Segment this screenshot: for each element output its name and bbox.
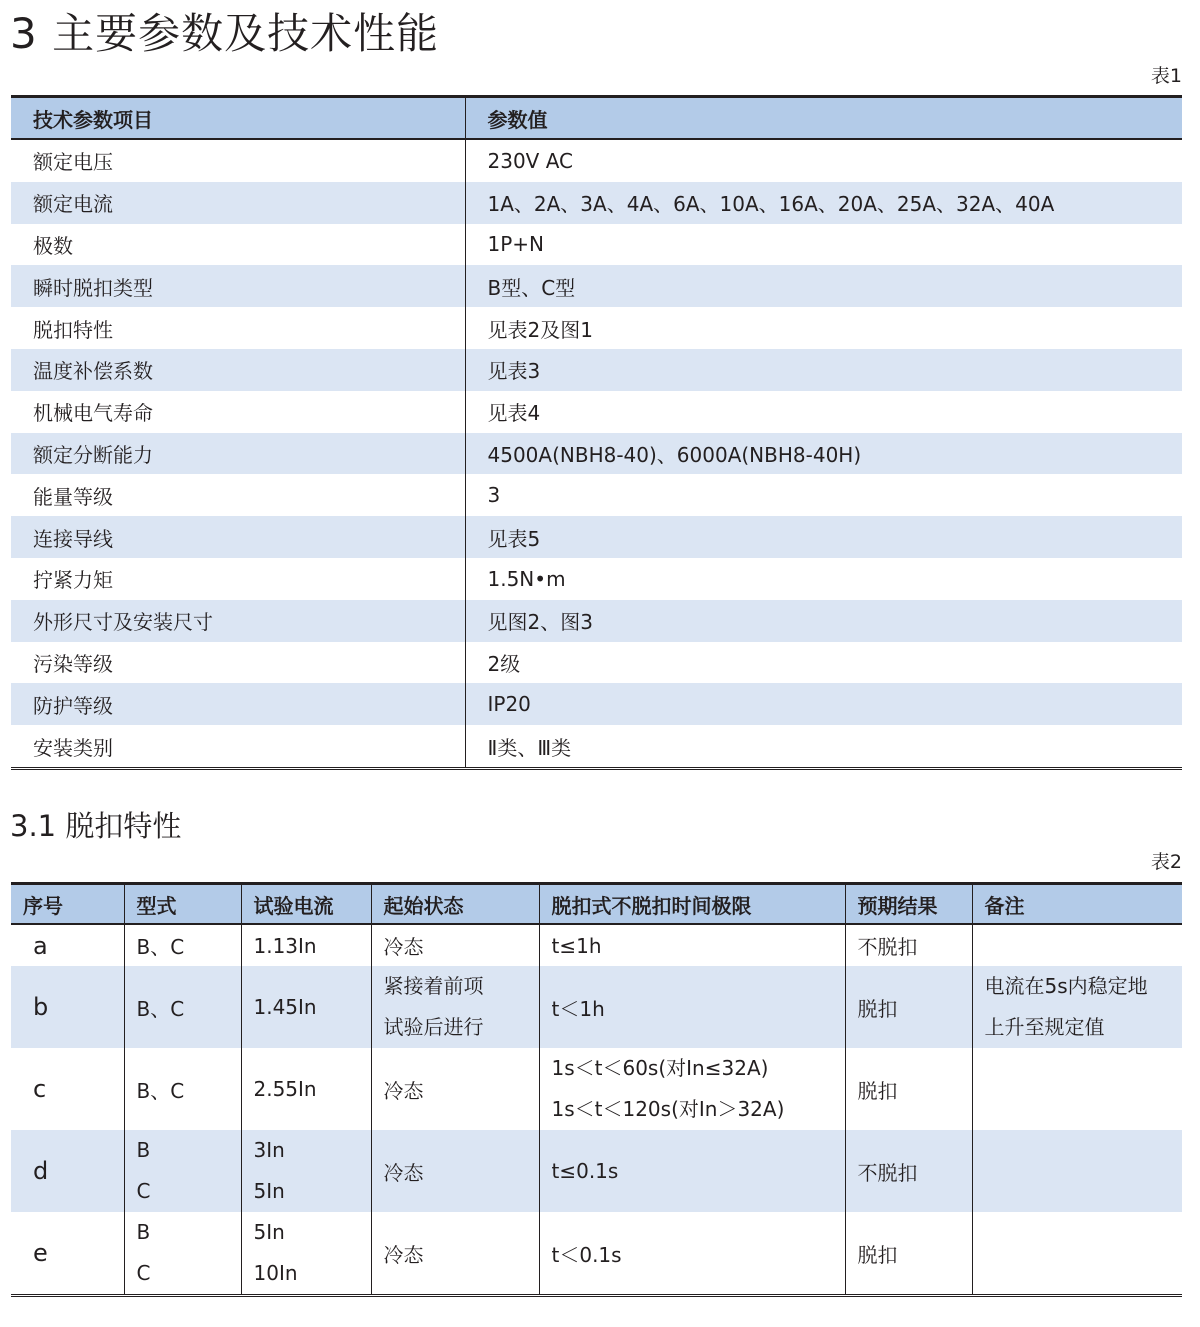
cell-line: 紧接着前项 xyxy=(383,974,484,998)
cell-no: c xyxy=(11,1048,124,1130)
cell-line: 10In xyxy=(253,1261,298,1285)
cell-line: 上升至规定值 xyxy=(984,1015,1105,1039)
table-header xyxy=(11,884,1182,925)
parameter-value: 1A、2A、3A、4A、6A、10A、16A、20A、25A、32A、40A xyxy=(465,182,1182,224)
cell-type xyxy=(124,1212,241,1296)
cell-type xyxy=(124,1130,241,1212)
column-header: 预期结果 xyxy=(845,884,972,925)
table-row xyxy=(11,307,1182,349)
table-row xyxy=(11,182,1182,224)
parameter-name: 额定电压 xyxy=(11,139,465,182)
cell-no: d xyxy=(11,1130,124,1212)
cell-current: 1.13In xyxy=(241,924,371,966)
cell-state: 冷态 xyxy=(371,1130,539,1212)
column-header: 试验电流 xyxy=(241,884,371,925)
cell-no: b xyxy=(11,966,124,1048)
cell-line: 3In xyxy=(253,1138,285,1162)
column-header: 脱扣式不脱扣时间极限 xyxy=(539,884,845,925)
parameter-value: Ⅱ类、Ⅲ类 xyxy=(487,735,572,760)
parameter-name: 极数 xyxy=(11,224,465,266)
cell-line: C xyxy=(136,1179,151,1203)
table-row xyxy=(11,924,1182,966)
cell-result: 不脱扣 xyxy=(845,1130,972,1212)
cell-line: 5In xyxy=(253,1179,285,1203)
parameter-value: 1P+N xyxy=(487,232,545,257)
page-title: 3 主要参数及技术性能 xyxy=(10,9,440,58)
parameter-name: 安装类别 xyxy=(11,725,465,768)
column-header: 序号 xyxy=(11,884,124,925)
cell-state: 冷态 xyxy=(371,924,539,966)
parameter-value: 见表2及图1 xyxy=(487,317,593,342)
column-header: 参数值 xyxy=(465,97,1182,140)
parameter-value: 230V AC xyxy=(487,148,574,173)
table-row xyxy=(11,224,1182,266)
cell-result: 脱扣 xyxy=(845,966,972,1048)
cell-line: 1s＜t＜60s(对In≤32A) xyxy=(551,1056,769,1080)
parameter-value: 见图2、图3 xyxy=(465,600,1182,642)
table-row xyxy=(11,433,1182,475)
cell-note xyxy=(972,1048,1182,1130)
cell-result: 脱扣 xyxy=(845,1212,972,1296)
parameters-table xyxy=(11,95,1182,770)
cell-no: e xyxy=(11,1212,124,1296)
cell-note xyxy=(972,1212,1182,1296)
parameter-name: 拧紧力矩 xyxy=(11,558,465,600)
cell-no: a xyxy=(11,924,124,966)
cell-time: t＜0.1s xyxy=(539,1212,845,1296)
cell-result: 不脱扣 xyxy=(845,924,972,966)
cell-type: B、C xyxy=(124,966,241,1048)
cell-line: 5In xyxy=(253,1220,285,1244)
cell-line: 试验后进行 xyxy=(383,1015,484,1039)
cell-state: 冷态 xyxy=(371,1212,539,1296)
parameter-value: 4500A(NBH8-40)、6000A(NBH8-40H) xyxy=(465,433,1182,475)
parameter-name: 额定电流 xyxy=(11,182,465,224)
parameter-name: 瞬时脱扣类型 xyxy=(11,265,465,307)
table-row xyxy=(11,265,1182,307)
parameter-value: IP20 xyxy=(465,683,1182,725)
subsection-title: 3.1 脱扣特性 xyxy=(10,809,182,843)
parameter-name: 污染等级 xyxy=(11,642,465,684)
table-row xyxy=(11,349,1182,391)
column-header: 起始状态 xyxy=(371,884,539,925)
table-row xyxy=(11,516,1182,558)
table-row xyxy=(11,1212,1182,1296)
parameter-value: 见表3 xyxy=(465,349,1182,391)
parameter-value: B型、C型 xyxy=(465,265,1182,307)
trip-table-body xyxy=(11,924,1182,1296)
column-header: 备注 xyxy=(972,884,1182,925)
cell-time: t≤1h xyxy=(539,924,845,966)
cell-line: C xyxy=(136,1261,151,1285)
parameter-name: 脱扣特性 xyxy=(11,307,465,349)
table1-label: 表1 xyxy=(1150,65,1182,87)
parameter-value: 见表4 xyxy=(487,401,541,426)
cell-note xyxy=(972,1130,1182,1212)
trip-characteristics-table xyxy=(11,882,1182,1297)
parameters-table-body xyxy=(11,139,1182,768)
cell-line: 1s＜t＜120s(对In＞32A) xyxy=(551,1097,785,1121)
cell-current: 2.55In xyxy=(241,1048,371,1130)
parameter-value: 见表5 xyxy=(465,516,1182,558)
cell-time: t＜1h xyxy=(539,966,845,1048)
cell-state xyxy=(371,966,539,1048)
parameter-name: 机械电气寿命 xyxy=(11,391,465,433)
parameter-name: 外形尺寸及安装尺寸 xyxy=(11,600,465,642)
cell-line: B xyxy=(136,1220,151,1244)
cell-line: 电流在5s内稳定地 xyxy=(984,974,1148,998)
cell-current xyxy=(241,1212,371,1296)
parameter-value: 2级 xyxy=(487,651,521,676)
cell-type: B、C xyxy=(124,924,241,966)
parameter-name: 连接导线 xyxy=(11,516,465,558)
table-row xyxy=(11,1130,1182,1212)
parameter-name: 额定分断能力 xyxy=(11,433,465,475)
cell-state: 冷态 xyxy=(371,1048,539,1130)
table2-label: 表2 xyxy=(1150,851,1182,873)
parameter-value: 3 xyxy=(487,483,501,508)
table-row xyxy=(11,642,1182,684)
cell-time xyxy=(539,1048,845,1130)
table-row xyxy=(11,683,1182,725)
cell-current xyxy=(241,1130,371,1212)
table-row xyxy=(11,391,1182,433)
cell-line: B xyxy=(136,1138,151,1162)
cell-note xyxy=(972,924,1182,966)
table-row xyxy=(11,474,1182,516)
cell-result: 脱扣 xyxy=(845,1048,972,1130)
parameter-name: 温度补偿系数 xyxy=(11,349,465,391)
table-row xyxy=(11,139,1182,182)
column-header: 型式 xyxy=(124,884,241,925)
cell-current: 1.45In xyxy=(241,966,371,1048)
table-row xyxy=(11,558,1182,600)
table-header xyxy=(11,97,1182,140)
cell-note xyxy=(972,966,1182,1048)
parameter-name: 能量等级 xyxy=(11,474,465,516)
table-row xyxy=(11,725,1182,768)
table-row xyxy=(11,966,1182,1048)
table-row xyxy=(11,600,1182,642)
column-header: 技术参数项目 xyxy=(11,97,465,140)
cell-type: B、C xyxy=(124,1048,241,1130)
table-row xyxy=(11,1048,1182,1130)
parameter-name: 防护等级 xyxy=(11,683,465,725)
parameter-value: 1.5N•m xyxy=(487,566,566,591)
cell-time: t≤0.1s xyxy=(539,1130,845,1212)
